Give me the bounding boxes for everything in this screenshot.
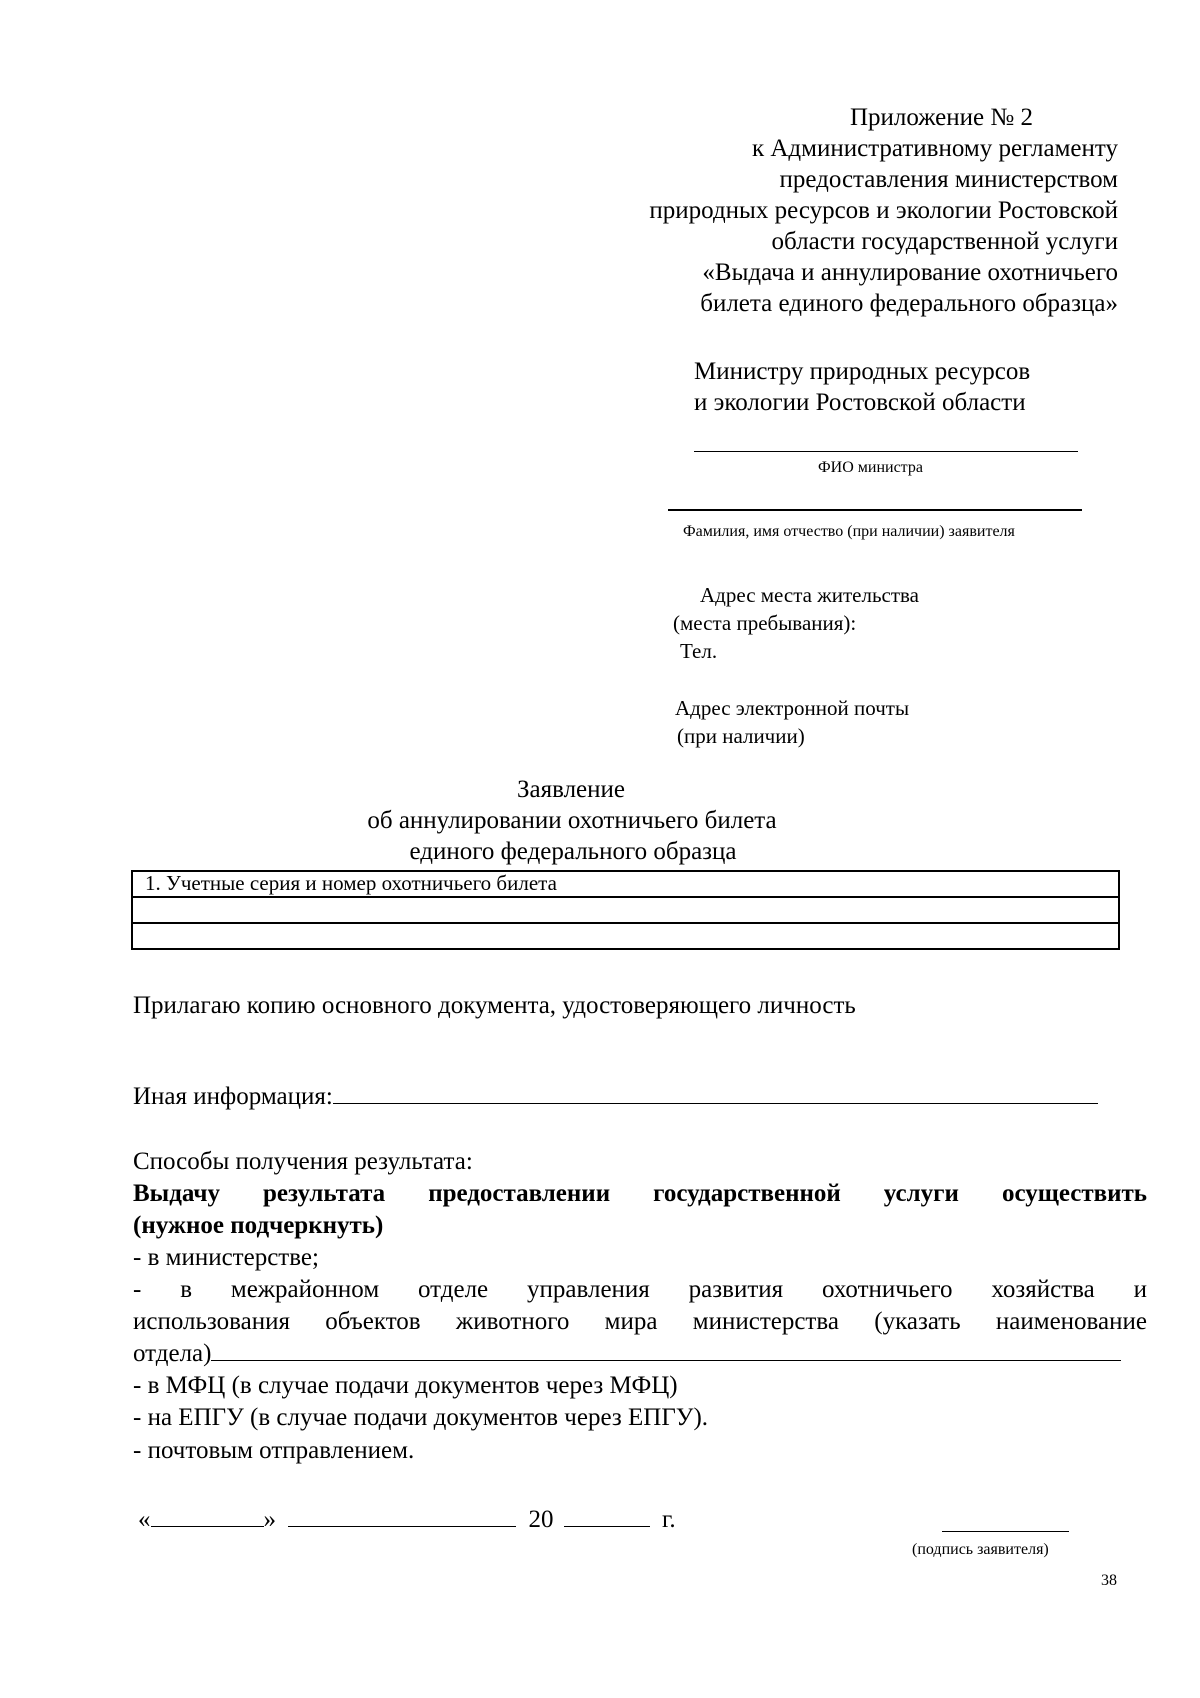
email-label: Адрес электронной почты [675, 696, 910, 720]
attach-text: Прилагаю копию основного документа, удостоверяющего личность [133, 992, 856, 1019]
option-post: - почтовым отправлением. [133, 1437, 415, 1464]
date-row [138, 1504, 676, 1535]
other-info-field[interactable] [333, 1081, 1098, 1104]
regulation-line: «Выдача и аннулирование охотничьего [702, 259, 1118, 286]
minister-name-field[interactable] [694, 451, 1078, 452]
email-label-2: (при наличии) [677, 724, 805, 748]
appendix-title: Приложение № 2 [849, 104, 1033, 131]
other-info-row [133, 1081, 1098, 1112]
signature-caption: (подпись заявителя) [912, 1541, 1049, 1558]
appendix-header [558, 102, 1118, 319]
department-label: отдела) [133, 1340, 212, 1367]
bold-instruction-2: (нужное подчеркнуть) [133, 1212, 384, 1239]
option-epgu: - на ЕПГУ (в случае подачи документов через ЕПГУ). [133, 1404, 709, 1431]
regulation-line: природных ресурсов и экологии Ростовской [649, 197, 1118, 224]
quote-open: « [138, 1506, 151, 1533]
signature-field[interactable] [942, 1531, 1069, 1532]
addressee-line: и экологии Ростовской области [694, 389, 1026, 416]
title-line: об аннулировании охотничьего билета [367, 807, 777, 834]
applicant-caption: Фамилия, имя отчество (при наличии) заявителя [683, 523, 1015, 540]
addressee-block [694, 356, 1030, 418]
table-row[interactable] [132, 923, 1119, 949]
applicant-name-field[interactable] [668, 509, 1082, 511]
address-label: Адрес места жительства [700, 583, 919, 607]
department-name-field[interactable] [211, 1338, 1121, 1361]
option-mfc: - в МФЦ (в случае подачи документов через МФЦ) [133, 1372, 678, 1399]
month-field[interactable] [288, 1504, 516, 1527]
minister-caption: ФИО министра [818, 459, 923, 476]
option-interdistrict-2: использования объектов животного мира министерства (указать наименование [133, 1308, 1147, 1335]
department-row [133, 1338, 1121, 1369]
title-line: Заявление [516, 776, 626, 803]
regulation-line: предоставления министерством [779, 166, 1118, 193]
quote-close: » [263, 1506, 276, 1533]
option-ministry: - в министерстве; [133, 1244, 319, 1271]
page-number: 38 [1101, 1572, 1117, 1589]
year-prefix: 20 [528, 1506, 554, 1533]
table-row[interactable] [132, 897, 1119, 923]
title-line: единого федерального образца [409, 838, 737, 865]
application-title [0, 774, 1200, 867]
regulation-line: билета единого федерального образца» [700, 290, 1118, 317]
serial-number-table [131, 870, 1120, 950]
year-suffix: г. [662, 1506, 676, 1533]
phone-label: Тел. [680, 639, 718, 663]
table-row: 1. Учетные серия и номер охотничьего билета [132, 871, 1119, 897]
option-interdistrict: - в межрайонном отделе управления развития охотничьего хозяйства и [133, 1276, 1147, 1303]
addressee-line: Министру природных ресурсов [694, 358, 1031, 385]
other-info-label: Иная информация: [133, 1083, 333, 1110]
bold-instruction: Выдачу результата предоставлении государственной услуги осуществить [133, 1180, 1147, 1207]
regulation-line: области государственной услуги [771, 228, 1118, 255]
day-field[interactable] [151, 1504, 264, 1527]
regulation-line: к Административному регламенту [751, 135, 1118, 162]
address-label-2: (места пребывания): [673, 611, 857, 635]
year-field[interactable] [564, 1504, 650, 1527]
methods-label: Способы получения результата: [133, 1148, 473, 1175]
